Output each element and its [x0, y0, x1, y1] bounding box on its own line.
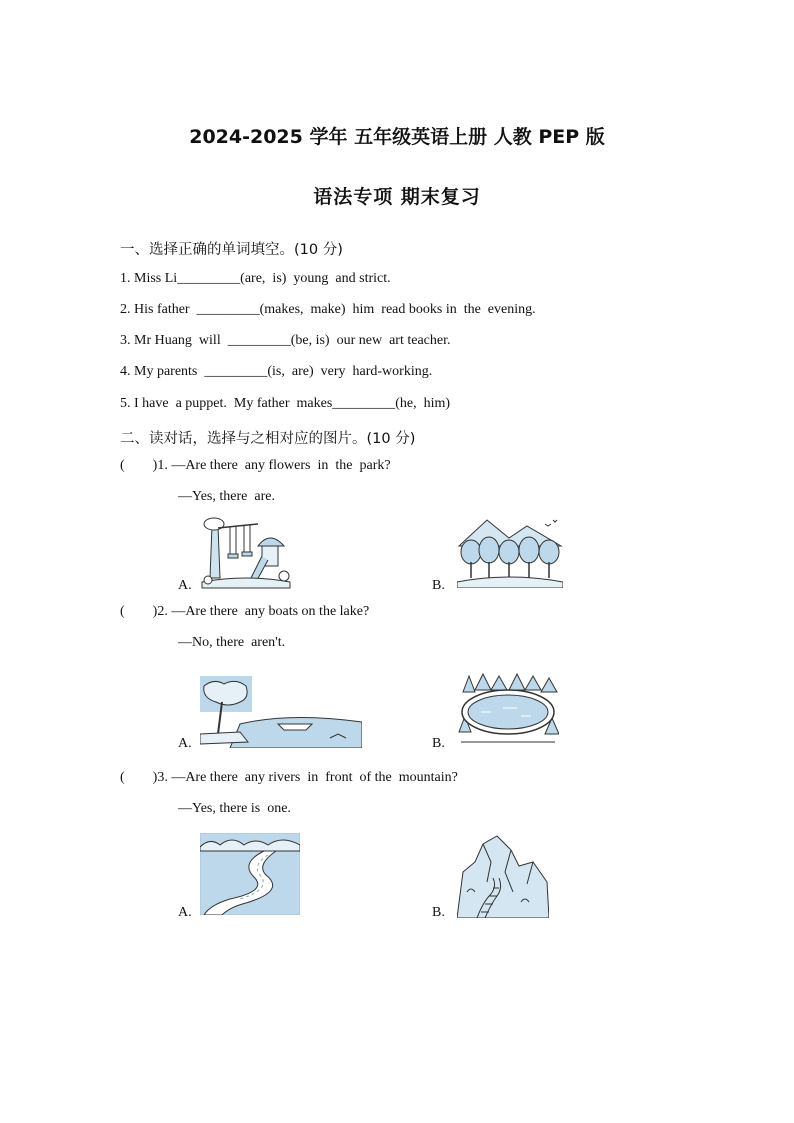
q3-option-b-label: B.	[432, 905, 445, 920]
answer-1: —Yes, there are.	[178, 489, 275, 504]
page-title: 2024-2025 学年 五年级英语上册 人教 PEP 版	[189, 126, 605, 148]
playground-swing-slide-picture	[200, 516, 292, 590]
part1-heading: 一、选择正确的单词填空。(10 分)	[120, 242, 343, 258]
trees-mountains-picture	[457, 516, 563, 588]
answer-3: —Yes, there is one.	[178, 801, 291, 816]
part1-item-1: 1. Miss Li_________(are, is) young and strict.	[120, 271, 391, 286]
part1-item-3: 3. Mr Huang will _________(be, is) our new art teacher.	[120, 333, 451, 348]
lake-with-trees-picture	[457, 672, 559, 746]
question-3: ( )3. —Are there any rivers in front of the mountain?	[120, 770, 458, 785]
part2-heading: 二、读对话，选择与之相对应的图片。(10 分)	[120, 431, 416, 447]
page-subtitle: 语法专项 期末复习	[313, 186, 481, 208]
q2-option-a-label: A.	[178, 736, 192, 751]
winding-river-picture	[200, 833, 300, 915]
q1-option-b-label: B.	[432, 578, 445, 593]
mountain-path-picture	[457, 832, 549, 918]
lake-with-boat-picture	[200, 676, 362, 748]
answer-2: —No, there aren't.	[178, 635, 286, 650]
q2-option-b-label: B.	[432, 736, 445, 751]
part1-item-4: 4. My parents _________(is, are) very hard-working.	[120, 364, 433, 379]
part1-item-2: 2. His father _________(makes, make) him read books in the evening.	[120, 302, 536, 317]
question-1: ( )1. —Are there any flowers in the park?	[120, 458, 391, 473]
question-2: ( )2. —Are there any boats on the lake?	[120, 604, 370, 619]
q3-option-a-label: A.	[178, 905, 192, 920]
q1-option-a-label: A.	[178, 578, 192, 593]
part1-item-5: 5. I have a puppet. My father makes_________(he, him)	[120, 396, 451, 411]
